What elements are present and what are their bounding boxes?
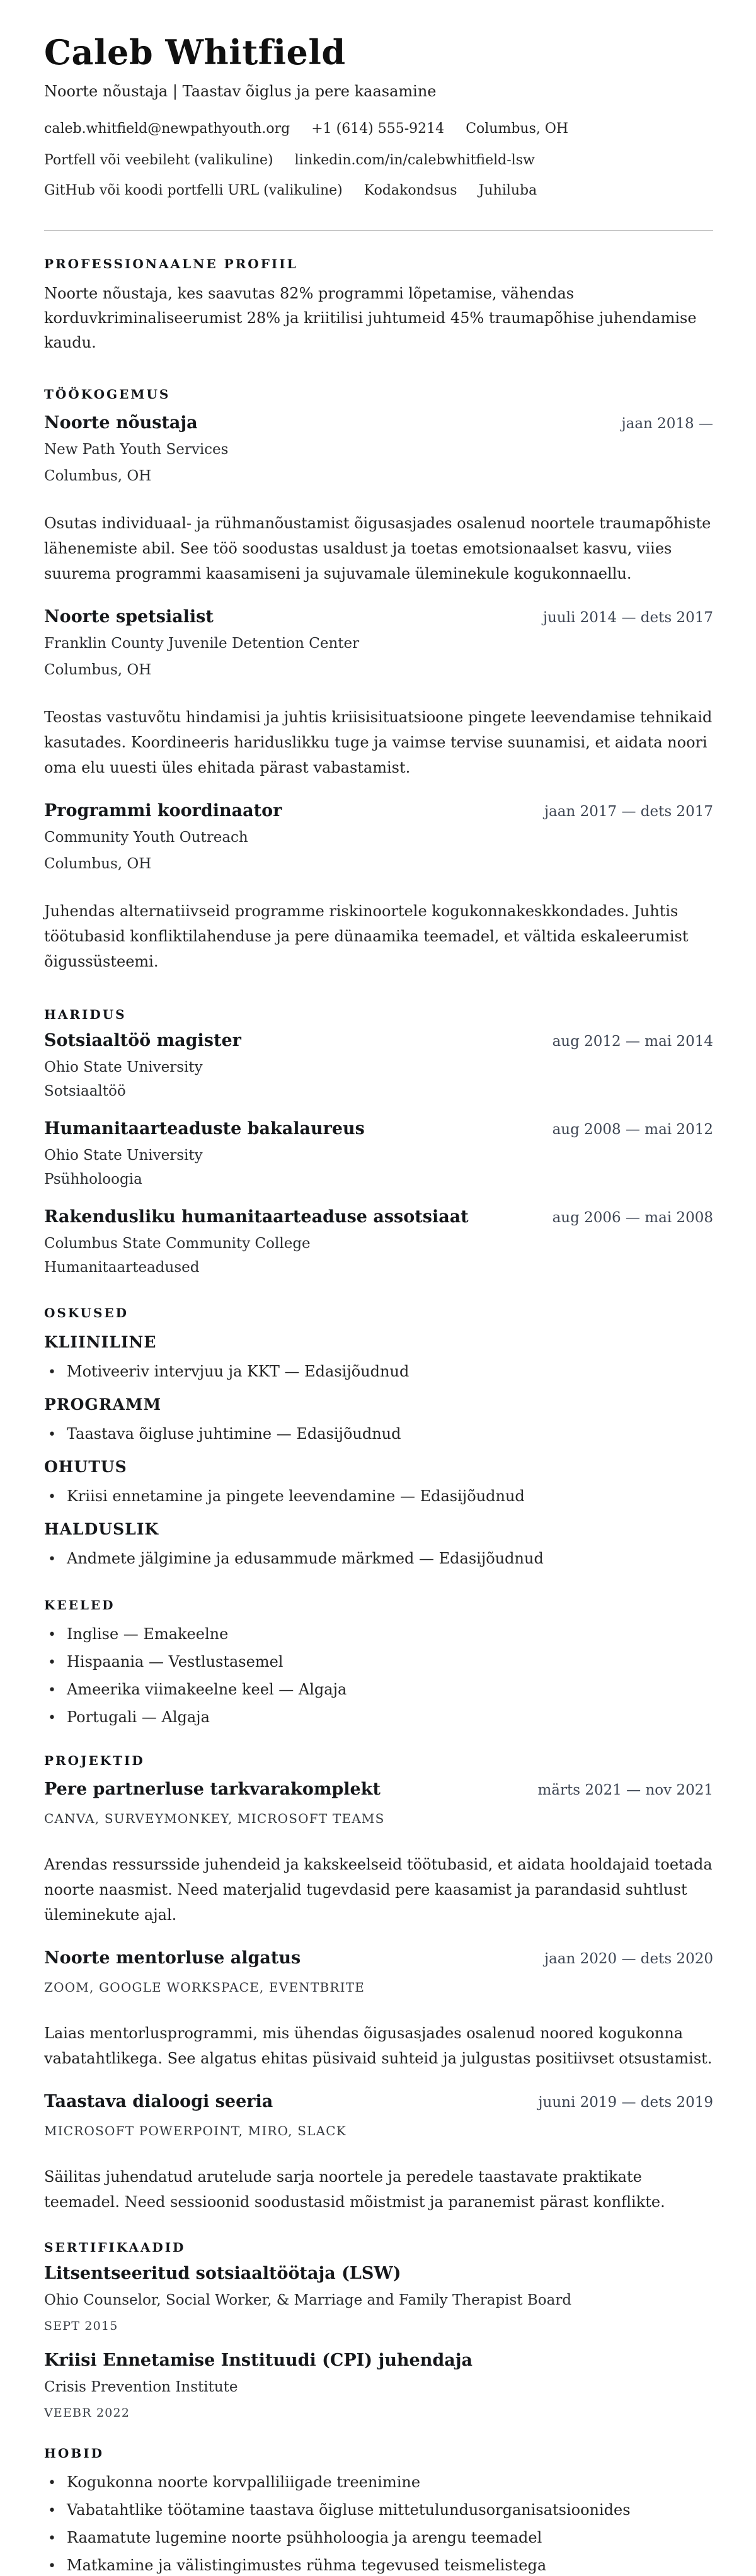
job-dates: jaan 2017 — dets 2017 xyxy=(544,803,713,820)
field-of-study: Sotsiaaltöö xyxy=(44,1083,126,1099)
phone-text: +1 (614) 555-9214 xyxy=(311,121,445,137)
job-title: Programmi koordinaator xyxy=(44,801,282,820)
hobby-item: • Raamatute lugemine noorte psühholoogia ja arengu teemadel xyxy=(44,2528,713,2548)
language-item: • Inglise — Emakeelne xyxy=(44,1625,713,1645)
certification-date: VEEBR 2022 xyxy=(44,2406,130,2420)
skill-group-name: KLIINILINE xyxy=(44,1333,157,1351)
hobby-item: • Kogukonna noorte korvpalliliigade treenimine xyxy=(44,2473,713,2493)
language-item: • Ameerika viimakeelne keel — Algaja xyxy=(44,1680,713,1700)
github-text: GitHub või koodi portfelli URL (valikuline) xyxy=(44,183,343,198)
certification-entry xyxy=(44,2263,713,2334)
job-dates: juuli 2014 — dets 2017 xyxy=(542,610,713,626)
education-dates: aug 2006 — mai 2008 xyxy=(552,1210,713,1226)
job-entry xyxy=(44,800,713,974)
project-description: Säilitas juhendatud arutelude sarja noortele ja peredele taastavate praktikate teemadel. Need sessioonid soodustasid mõistmist ja paranemist pärast konflikte. xyxy=(44,2168,665,2211)
school-name: Ohio State University xyxy=(44,1147,203,1164)
candidate-name: Caleb Whitfield xyxy=(44,32,346,72)
skill-group xyxy=(44,1395,713,1444)
education-header xyxy=(44,1030,713,1052)
certification-title: Litsentseeritud sotsiaaltöötaja (LSW) xyxy=(44,2264,401,2283)
skill-item: • Motiveeriv intervjuu ja KKT — Edasijõudnud xyxy=(44,1362,713,1382)
profile-summary: Noorte nõustaja, kes saavutas 82% programmi lõpetamise, vähendas korduvkriminaliseerumist 28% ja kriitilisi juhtumeid 45% traumapõhise juhendamise kaudu. xyxy=(44,285,697,351)
skill-group-name: OHUTUS xyxy=(44,1458,127,1476)
skill-group xyxy=(44,1457,713,1507)
degree-title: Rakendusliku humanitaarteaduse assotsiaat xyxy=(44,1207,469,1227)
contact-row-3 xyxy=(44,181,713,200)
degree-title: Sotsiaaltöö magister xyxy=(44,1031,241,1050)
email-text: caleb.whitfield@newpathyouth.org xyxy=(44,121,290,137)
linkedin-text: linkedin.com/in/calebwhitfield-lsw xyxy=(294,152,535,168)
project-entry xyxy=(44,1948,713,2071)
contact-row-2 xyxy=(44,151,713,169)
resume-header xyxy=(44,31,713,231)
project-header xyxy=(44,1779,713,1800)
job-description: Teostas vastuvõtu hindamisi ja juhtis kriisisituatsioone pingete leevendamise tehnikaid kasutades. Koordineeris hariduslikku tuge ja vaimse tervise suunamisi, et aidata noori oma elu uuesti üles ehitada pärast vabastamist. xyxy=(44,708,713,776)
certification-entry xyxy=(44,2350,713,2420)
project-title: Noorte mentorluse algatus xyxy=(44,1948,301,1968)
contact-row-1 xyxy=(44,120,713,138)
language-item: • Hispaania — Vestlustasemel xyxy=(44,1652,713,1672)
project-dates: märts 2021 — nov 2021 xyxy=(537,1782,713,1798)
section-experience xyxy=(44,387,713,974)
project-tools: MICROSOFT POWERPOINT, MIRO, SLACK xyxy=(44,2123,346,2138)
education-dates: aug 2008 — mai 2012 xyxy=(552,1121,713,1138)
hobby-list xyxy=(44,2473,713,2576)
project-description: Arendas ressursside juhendeid ja kakskeelseid töötubasid, et aidata hooldajaid toetada noorte naasmist. Need materjalid tugevdasid pere kaasamist ja parandasid suhtlust üleminekute ajal. xyxy=(44,1856,713,1924)
job-company: Community Youth Outreach xyxy=(44,829,248,846)
candidate-tagline: Noorte nõustaja | Taastav õiglus ja pere kaasamine xyxy=(44,82,437,100)
section-skills xyxy=(44,1305,713,1569)
profile-heading: PROFESSIONAALNE PROFIIL xyxy=(44,256,298,271)
job-description: Juhendas alternatiivseid programme riskinoortele kogukonnakeskkondades. Juhtis töötubasid konfliktilahenduse ja pere dünaamika teemadel, et vältida eskaleerumist õigussüsteemi. xyxy=(44,902,689,970)
project-tools: CANVA, SURVEYMONKEY, MICROSOFT TEAMS xyxy=(44,1811,385,1826)
job-location: Columbus, OH xyxy=(44,662,152,678)
job-company: New Path Youth Services xyxy=(44,441,229,458)
project-title: Taastava dialoogi seeria xyxy=(44,2092,273,2111)
job-entry xyxy=(44,606,713,780)
certification-org: Ohio Counselor, Social Worker, & Marriage and Family Therapist Board xyxy=(44,2292,572,2308)
project-header xyxy=(44,1948,713,1969)
job-location: Columbus, OH xyxy=(44,856,152,872)
hobby-item: • Matkamine ja välistingimustes rühma tegevused teismelistega xyxy=(44,2556,713,2576)
projects-heading: PROJEKTID xyxy=(44,1753,145,1768)
location-text: Columbus, OH xyxy=(466,121,569,137)
skill-group-name: PROGRAMM xyxy=(44,1395,162,1414)
school-name: Columbus State Community College xyxy=(44,1235,311,1252)
skill-group-name: HALDUSLIK xyxy=(44,1520,159,1538)
job-header xyxy=(44,606,713,628)
project-dates: jaan 2020 — dets 2020 xyxy=(544,1951,713,1967)
hobbies-heading: HOBID xyxy=(44,2446,104,2461)
hobby-item: • Vabatahtlike töötamine taastava õigluse mittetulundusorganisatsioonides xyxy=(44,2500,713,2521)
certification-org: Crisis Prevention Institute xyxy=(44,2379,238,2395)
section-education xyxy=(44,1007,713,1277)
project-description: Laias mentorlusprogrammi, mis ühendas õigusasjades osalenud noored kogukonna vabatahtlikega. See algatus ehitas püsivaid suhteid ja julgustas positiivset otsustamist. xyxy=(44,2024,713,2067)
education-heading: HARIDUS xyxy=(44,1007,127,1022)
education-dates: aug 2012 — mai 2014 xyxy=(552,1033,713,1050)
experience-heading: TÖÖKOGEMUS xyxy=(44,387,171,402)
language-item: • Portugali — Algaja xyxy=(44,1708,713,1728)
education-header xyxy=(44,1206,713,1228)
section-hobbies xyxy=(44,2446,713,2576)
job-header xyxy=(44,412,713,434)
job-location: Columbus, OH xyxy=(44,468,152,484)
citizenship-text: Kodakondsus xyxy=(364,183,457,198)
language-list xyxy=(44,1625,713,1728)
education-entry xyxy=(44,1206,713,1277)
skill-item: • Taastava õigluse juhtimine — Edasijõudnud xyxy=(44,1424,713,1444)
section-projects xyxy=(44,1753,713,2215)
license-text: Juhiluba xyxy=(478,183,537,198)
portfolio-text: Portfell või veebileht (valikuline) xyxy=(44,152,273,168)
section-languages xyxy=(44,1597,713,1728)
certifications-heading: SERTIFIKAADID xyxy=(44,2240,186,2255)
education-entry xyxy=(44,1118,713,1189)
project-entry xyxy=(44,1779,713,1927)
project-title: Pere partnerluse tarkvarakomplekt xyxy=(44,1779,381,1799)
skill-group xyxy=(44,1519,713,1569)
skills-heading: OSKUSED xyxy=(44,1305,129,1320)
certification-date: SEPT 2015 xyxy=(44,2319,118,2333)
job-title: Noorte spetsialist xyxy=(44,607,214,627)
section-profile xyxy=(44,256,713,355)
field-of-study: Humanitaarteadused xyxy=(44,1259,200,1276)
project-entry xyxy=(44,2091,713,2215)
skill-item: • Kriisi ennetamine ja pingete leevendamine — Edasijõudnud xyxy=(44,1487,713,1507)
field-of-study: Psühholoogia xyxy=(44,1171,142,1188)
education-header xyxy=(44,1118,713,1140)
job-company: Franklin County Juvenile Detention Center xyxy=(44,635,360,652)
job-description: Osutas individuaal- ja rühmanõustamist õigusasjades osalenud noortele traumapõhiste lähenemiste abil. See töö soodustas usaldust ja toetas emotsionaalset kasvu, viies suurema programmi kaasamiseni ja sujuvamale üleminekule kogukonnaellu. xyxy=(44,514,711,582)
school-name: Ohio State University xyxy=(44,1059,203,1075)
degree-title: Humanitaarteaduste bakalaureus xyxy=(44,1119,365,1138)
section-certifications xyxy=(44,2240,713,2420)
project-header xyxy=(44,2091,713,2113)
certification-title: Kriisi Ennetamise Instituudi (CPI) juhendaja xyxy=(44,2351,472,2370)
header-divider xyxy=(44,230,713,231)
skill-group xyxy=(44,1332,713,1382)
project-dates: juuni 2019 — dets 2019 xyxy=(538,2094,713,2111)
job-header xyxy=(44,800,713,822)
job-entry xyxy=(44,412,713,586)
languages-heading: KEELED xyxy=(44,1597,115,1613)
project-tools: ZOOM, GOOGLE WORKSPACE, EVENTBRITE xyxy=(44,1980,365,1995)
job-dates: jaan 2018 — xyxy=(621,416,713,432)
education-entry xyxy=(44,1030,713,1101)
job-title: Noorte nõustaja xyxy=(44,413,198,433)
skill-item: • Andmete jälgimine ja edusammude märkmed — Edasijõudnud xyxy=(44,1549,713,1569)
